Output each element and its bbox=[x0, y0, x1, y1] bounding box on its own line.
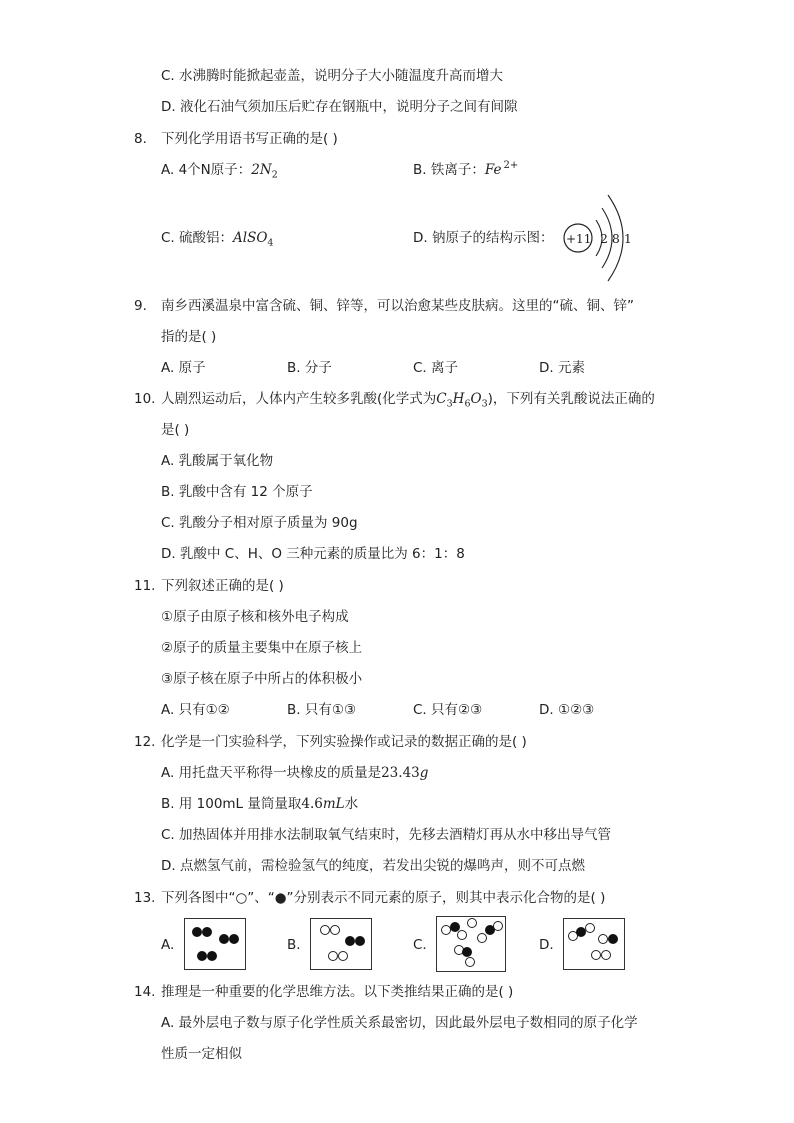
atom-white bbox=[467, 918, 477, 928]
atom-white bbox=[591, 950, 601, 960]
q7-option-d: D. 液化石油气须加压后贮存在钢瓶中，说明分子之间有间隙 bbox=[161, 99, 518, 115]
atom-black bbox=[202, 927, 212, 937]
q11-statement-1: ①原子由原子核和核外电子构成 bbox=[161, 609, 349, 625]
q13-option-d-label: D. bbox=[539, 937, 554, 953]
electron-shell-counts: 2 8 1 bbox=[600, 231, 632, 246]
q9-stem-line2: 指的是( ) bbox=[161, 329, 217, 345]
q10-stem-line2: 是( ) bbox=[161, 422, 190, 438]
q13-option-c-label: C. bbox=[413, 937, 427, 953]
q11-statement-3: ③原子核在原子中所占的体积极小 bbox=[161, 671, 363, 687]
q8-option-a: A. 4个N原子：$2N_2$ bbox=[161, 162, 278, 181]
q11-stem: 下列叙述正确的是( ) bbox=[161, 578, 284, 594]
q11-option-d: D. ①②③ bbox=[539, 702, 595, 718]
q11-option-b: B. 只有①③ bbox=[287, 702, 357, 718]
q12-option-d: D. 点燃氢气前，需检验氢气的纯度，若发出尖锐的爆鸣声，则不可点燃 bbox=[161, 858, 585, 874]
q12-number: 12. bbox=[134, 734, 156, 750]
q12-option-a: A. 用托盘天平称得一块橡皮的质量是23.43g bbox=[161, 765, 429, 781]
q10-option-a: A. 乳酸属于氧化物 bbox=[161, 453, 274, 469]
q10-option-c: C. 乳酸分子相对原子质量为 90g bbox=[161, 515, 358, 531]
q7-option-c: C. 水沸腾时能掀起壶盖，说明分子大小随温度升高而增大 bbox=[161, 68, 504, 84]
q12-option-b: B. 用 100mL 量筒量取4.6mL水 bbox=[161, 796, 359, 812]
q12-stem: 化学是一门实验科学，下列实验操作或记录的数据正确的是( ) bbox=[161, 734, 527, 750]
atom-black bbox=[355, 936, 365, 946]
nucleus-charge: +11 bbox=[566, 232, 592, 246]
q9-option-b: B. 分子 bbox=[287, 360, 332, 376]
q12-option-c: C. 加热固体并用排水法制取氧气结束时，先移去酒精灯再从水中移出导气管 bbox=[161, 827, 612, 843]
q8-option-b: B. 铁离子：Fe $^{2+}$ bbox=[413, 160, 519, 178]
q13-option-a-label: A. bbox=[161, 937, 175, 953]
atom-white bbox=[338, 951, 348, 961]
q10-option-d: D. 乳酸中 C、H、O 三种元素的质量比为 6：1：8 bbox=[161, 546, 465, 562]
q13-option-b-label: B. bbox=[287, 937, 301, 953]
q9-option-d: D. 元素 bbox=[539, 360, 585, 376]
q11-option-c: C. 只有②③ bbox=[413, 702, 483, 718]
q13-option-d-box bbox=[563, 918, 625, 970]
q13-option-c-box bbox=[436, 916, 506, 972]
atom-white bbox=[493, 921, 503, 931]
q9-number: 9. bbox=[134, 298, 147, 314]
q14-option-a-line2: 性质一定相似 bbox=[161, 1046, 242, 1062]
q10-stem-line1: 人剧烈运动后，人体内产生较多乳酸(化学式为$C_3H_6O_3$)，下列有关乳酸说法正确的 bbox=[161, 391, 655, 410]
atom-white bbox=[465, 957, 475, 967]
atom-white bbox=[328, 951, 338, 961]
q13-option-a-box bbox=[184, 918, 246, 970]
q13-number: 13. bbox=[134, 890, 156, 906]
q8-number: 8. bbox=[134, 131, 147, 147]
q13-option-b-box bbox=[310, 918, 372, 970]
atom-black bbox=[207, 951, 217, 961]
q10-option-b: B. 乳酸中含有 12 个原子 bbox=[161, 484, 313, 500]
q11-option-a: A. 只有①② bbox=[161, 702, 230, 718]
q8-option-d: D. 钠原子的结构示图： bbox=[413, 230, 554, 246]
q11-statement-2: ②原子的质量主要集中在原子核上 bbox=[161, 640, 363, 656]
q9-option-a: A. 原子 bbox=[161, 360, 206, 376]
q9-option-c: C. 离子 bbox=[413, 360, 459, 376]
atom-black bbox=[462, 947, 472, 957]
atom-white bbox=[477, 933, 487, 943]
q14-number: 14. bbox=[134, 984, 156, 1000]
atom-black bbox=[608, 934, 618, 944]
atom-white bbox=[457, 930, 467, 940]
atom-black bbox=[345, 936, 355, 946]
atom-white bbox=[598, 934, 608, 944]
atom-black bbox=[192, 927, 202, 937]
atom-black bbox=[219, 934, 229, 944]
atom-white bbox=[330, 925, 340, 935]
q14-option-a-line1: A. 最外层电子数与原子化学性质关系最密切，因此最外层电子数相同的原子化学 bbox=[161, 1015, 638, 1031]
atom-white bbox=[601, 950, 611, 960]
atom-white bbox=[320, 925, 330, 935]
q10-number: 10. bbox=[134, 391, 156, 407]
atom-white bbox=[585, 923, 595, 933]
q13-stem: 下列各图中“○”、“●”分别表示不同元素的原子，则其中表示化合物的是( ) bbox=[161, 890, 606, 906]
q8-option-c: C. 硫酸铝：AlSO$_4$ bbox=[161, 230, 274, 249]
atom-black bbox=[197, 951, 207, 961]
q11-number: 11. bbox=[134, 578, 156, 594]
q9-stem-line1: 南乡西溪温泉中富含硫、铜、锌等，可以治愈某些皮肤病。这里的“硫、铜、锌” bbox=[161, 298, 634, 314]
q14-stem: 推理是一种重要的化学思维方法。以下类推结果正确的是( ) bbox=[161, 984, 514, 1000]
atom-black bbox=[229, 934, 239, 944]
q8-stem: 下列化学用语书写正确的是( ) bbox=[161, 131, 338, 147]
